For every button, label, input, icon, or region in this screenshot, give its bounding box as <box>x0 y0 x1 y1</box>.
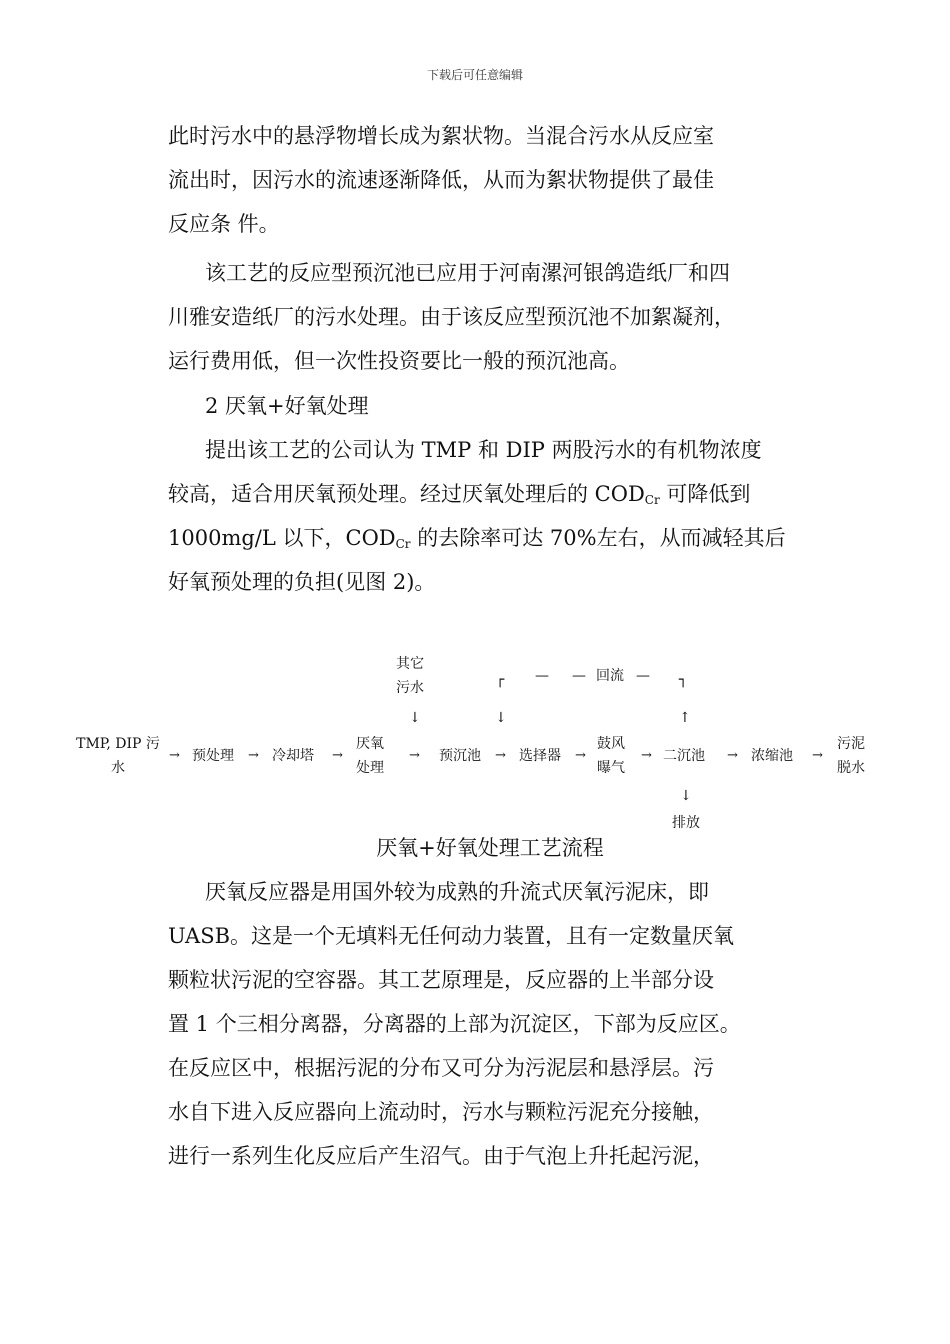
node-discharge: 排放 <box>672 815 700 831</box>
arrow-right: → <box>495 748 506 763</box>
return-corner-left: ┌ <box>496 672 505 688</box>
node-tmp-dip-wastewater: TMP, DIP 污 水 <box>76 736 160 776</box>
node-thickener: 浓缩池 <box>751 748 793 764</box>
return-dash: — <box>535 668 549 684</box>
arrow-right: → <box>248 748 259 763</box>
arrow-right: → <box>169 748 180 763</box>
subscript: Cr <box>395 537 411 551</box>
text-line: 厌氧反应器是用国外较为成熟的升流式厌氧污泥床，即 <box>205 880 709 904</box>
section-heading: 2 厌氧+好氧处理 <box>205 394 369 418</box>
return-dash: — <box>572 668 586 684</box>
node-secondary-clarifier: 二沉池 <box>663 748 705 764</box>
text-line: 提出该工艺的公司认为 TMP 和 DIP 两股污水的有机物浓度 <box>205 438 762 462</box>
text-line: 该工艺的反应型预沉池已应用于河南漯河银鸽造纸厂和四 <box>205 261 730 285</box>
page-header: 下载后可任意编辑 <box>426 68 523 82</box>
return-dash: — <box>636 668 650 684</box>
text-line: 置 1 个三相分离器，分离器的上部为沉淀区，下部为反应区。 <box>168 1012 741 1036</box>
node-anaerobic-treatment: 厌氧 处理 <box>356 736 384 776</box>
arrow-down-return: ↓ <box>495 710 507 726</box>
paragraph-2 <box>168 251 788 383</box>
text-line: 好氧预处理的负担(见图 2)。 <box>168 570 436 594</box>
arrow-right: → <box>575 748 586 763</box>
text-line: 较高，适合用厌氧预处理。经过厌氧处理后的 $COD_{Cr}$ 可降低到 <box>168 482 751 507</box>
node-blower-aeration: 鼓风 曝气 <box>597 736 625 776</box>
text-line: 1000mg/L 以下，$COD_{Cr}$ 的去除率可达 70%左右，从而减轻其后 <box>168 526 786 551</box>
text-line: UASB。这是一个无填料无任何动力装置，且有一定数量厌氧 <box>168 924 735 948</box>
figure-caption: 厌氧+好氧处理工艺流程 <box>376 836 604 860</box>
arrow-right: → <box>641 748 652 763</box>
text-line: 进行一系列生化反应后产生沼气。由于气泡上升托起污泥， <box>168 1144 714 1168</box>
paragraph-4 <box>168 870 788 1178</box>
text-line: 水自下进入反应器向上流动时，污水与颗粒污泥充分接触， <box>168 1100 714 1124</box>
node-selector: 选择器 <box>519 748 561 764</box>
text-line: 颗粒状污泥的空容器。其工艺原理是，反应器的上半部分设 <box>168 968 714 992</box>
arrow-right: → <box>332 748 343 763</box>
text-line: 在反应区中，根据污泥的分布又可分为污泥层和悬浮层。污 <box>168 1056 714 1080</box>
text-line: 此时污水中的悬浮物增长成为絮状物。当混合污水从反应室 <box>168 124 714 148</box>
arrow-right: → <box>727 748 738 763</box>
text-line: 运行费用低，但一次性投资要比一般的预沉池高。 <box>168 349 630 373</box>
paragraph-3 <box>168 428 788 604</box>
text-line: 反应条 件。 <box>168 212 280 236</box>
text-line: 流出时，因污水的流速逐渐降低，从而为絮状物提供了最佳 <box>168 168 714 192</box>
arrow-right: → <box>409 748 420 763</box>
text-line: 川雅安造纸厂的污水处理。由于该反应型预沉池不加絮凝剂， <box>168 305 735 329</box>
paragraph-1 <box>168 114 788 246</box>
subscript: Cr <box>644 493 660 507</box>
arrow-right: → <box>812 748 823 763</box>
arrow-down-other: ↓ <box>409 710 421 726</box>
node-pretreatment: 预处理 <box>192 748 234 764</box>
arrow-down-discharge: ↓ <box>680 788 692 804</box>
node-sludge-dewatering: 污泥 脱水 <box>837 736 865 776</box>
arrow-up-return: ↑ <box>679 710 691 726</box>
return-label: 回流 <box>596 668 624 684</box>
node-cooling-tower: 冷却塔 <box>272 748 314 764</box>
return-corner-right: ┐ <box>679 672 688 688</box>
node-pre-sedimentation-tank: 预沉池 <box>439 748 481 764</box>
node-other-wastewater: 其它 污水 <box>396 656 424 696</box>
